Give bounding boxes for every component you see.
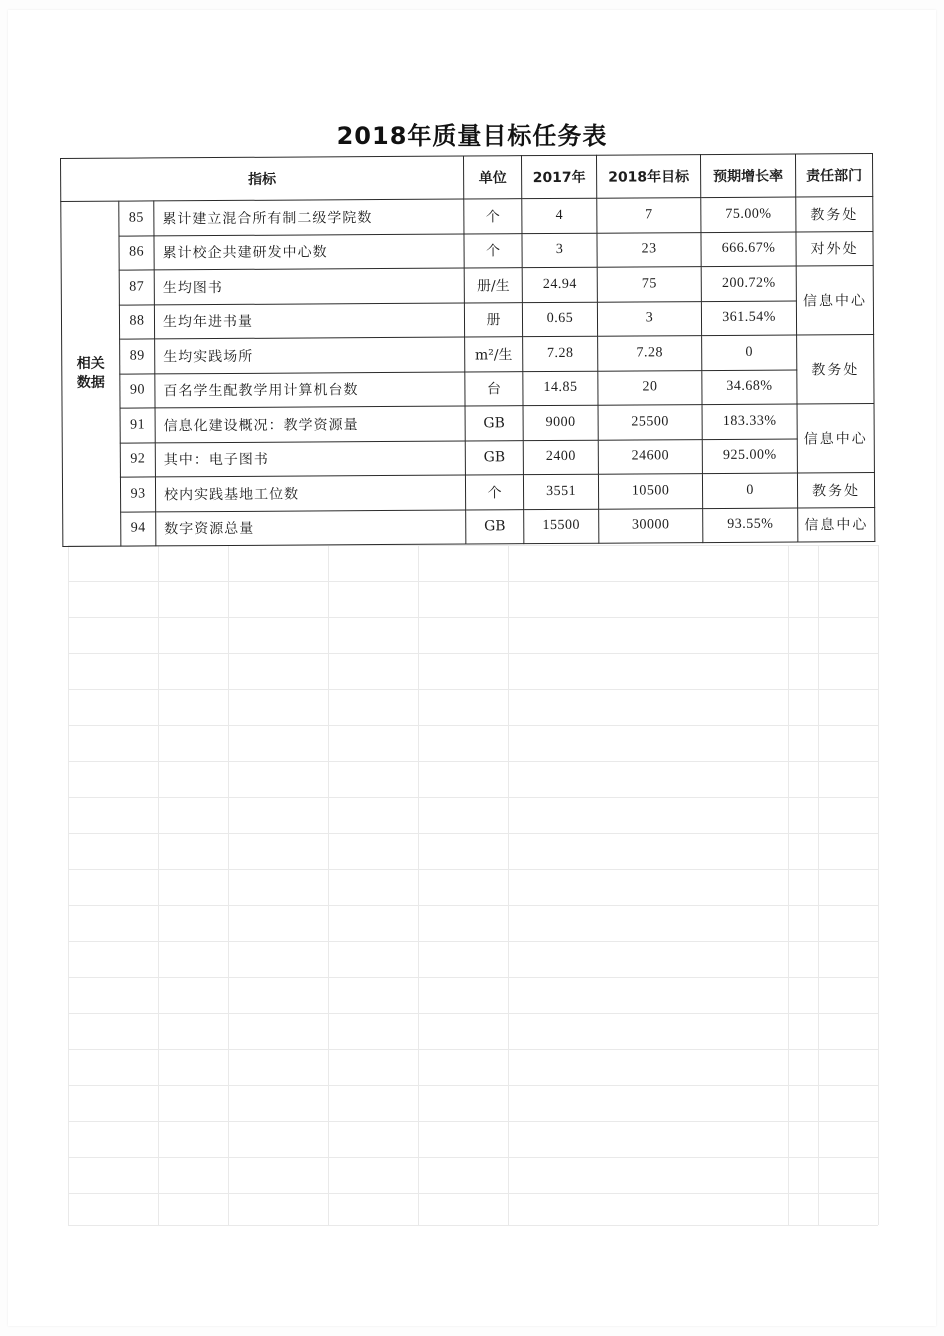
department-cell: 信息中心 bbox=[798, 507, 875, 542]
page-title: 2018年质量目标任务表 bbox=[336, 122, 608, 150]
value-2017-cell: 2400 bbox=[523, 440, 598, 475]
indicator-cell: 百名学生配教学用计算机台数 bbox=[155, 372, 465, 408]
row-number: 91 bbox=[120, 408, 155, 443]
target-2018-cell: 23 bbox=[597, 232, 701, 267]
unit-cell: 个 bbox=[465, 475, 523, 510]
unit-cell: m²/生 bbox=[465, 337, 523, 372]
growth-rate-cell: 666.67% bbox=[701, 232, 796, 267]
indicator-cell: 生均图书 bbox=[154, 268, 464, 304]
table-row bbox=[61, 197, 873, 236]
unit-cell: 台 bbox=[465, 371, 523, 406]
table-row bbox=[62, 438, 874, 477]
growth-rate-cell: 0 bbox=[702, 335, 797, 370]
row-number: 93 bbox=[120, 477, 155, 512]
unit-cell: 个 bbox=[464, 233, 522, 268]
indicator-cell: 校内实践基地工位数 bbox=[155, 475, 465, 511]
header-2018-target: 2018年目标 bbox=[597, 155, 701, 199]
row-number: 90 bbox=[120, 373, 155, 408]
value-2017-cell: 15500 bbox=[524, 509, 599, 544]
table-row bbox=[62, 473, 874, 512]
target-2018-cell: 7.28 bbox=[598, 336, 702, 371]
target-2018-cell: 75 bbox=[597, 267, 701, 302]
target-2018-cell: 30000 bbox=[599, 508, 703, 543]
value-2017-cell: 24.94 bbox=[522, 267, 597, 302]
table-row bbox=[62, 404, 874, 443]
indicator-cell: 生均年进书量 bbox=[154, 303, 464, 339]
row-number: 89 bbox=[120, 339, 155, 374]
value-2017-cell: 4 bbox=[522, 198, 597, 233]
unit-cell: 册 bbox=[464, 302, 522, 337]
growth-rate-cell: 93.55% bbox=[703, 508, 798, 543]
table-row bbox=[62, 335, 874, 374]
unit-cell: 个 bbox=[464, 199, 522, 234]
growth-rate-cell: 34.68% bbox=[702, 370, 797, 405]
row-number: 85 bbox=[119, 201, 154, 236]
target-2018-cell: 7 bbox=[597, 198, 701, 233]
growth-rate-cell: 183.33% bbox=[702, 404, 797, 439]
unit-cell: GB bbox=[465, 440, 523, 475]
header-growth-rate: 预期增长率 bbox=[701, 154, 796, 198]
quality-target-table bbox=[60, 153, 875, 547]
header-unit: 单位 bbox=[464, 156, 522, 199]
row-number: 94 bbox=[121, 511, 156, 546]
row-number: 87 bbox=[119, 270, 154, 305]
target-2018-cell: 24600 bbox=[598, 439, 702, 474]
department-cell: 教务处 bbox=[797, 473, 874, 508]
department-cell: 教务处 bbox=[797, 335, 874, 404]
header-department: 责任部门 bbox=[796, 154, 873, 197]
target-2018-cell: 20 bbox=[598, 370, 702, 405]
value-2017-cell: 14.85 bbox=[523, 371, 598, 406]
indicator-cell: 生均实践场所 bbox=[155, 337, 465, 373]
value-2017-cell: 0.65 bbox=[522, 302, 597, 337]
row-number: 88 bbox=[119, 304, 154, 339]
growth-rate-cell: 0 bbox=[702, 473, 797, 508]
header-2017: 2017年 bbox=[522, 155, 597, 198]
growth-rate-cell: 925.00% bbox=[702, 439, 797, 474]
growth-rate-cell: 75.00% bbox=[701, 197, 796, 232]
value-2017-cell: 3551 bbox=[523, 474, 598, 509]
unit-cell: 册/生 bbox=[464, 268, 522, 303]
indicator-cell: 累计校企共建研发中心数 bbox=[154, 234, 464, 270]
value-2017-cell: 3 bbox=[522, 233, 597, 268]
department-cell: 信息中心 bbox=[796, 266, 873, 335]
department-cell: 信息中心 bbox=[797, 404, 874, 473]
value-2017-cell: 7.28 bbox=[523, 336, 598, 371]
target-2018-cell: 3 bbox=[597, 301, 701, 336]
target-2018-cell: 25500 bbox=[598, 405, 702, 440]
growth-rate-cell: 361.54% bbox=[701, 301, 796, 336]
target-2018-cell: 10500 bbox=[598, 474, 702, 509]
table-row bbox=[62, 369, 874, 408]
table-row bbox=[61, 266, 873, 305]
indicator-cell: 其中：电子图书 bbox=[155, 441, 465, 477]
table-header-row bbox=[61, 154, 873, 202]
indicator-cell: 信息化建设概况：教学资源量 bbox=[155, 406, 465, 442]
department-cell: 教务处 bbox=[796, 197, 873, 232]
row-number: 92 bbox=[120, 442, 155, 477]
growth-rate-cell: 200.72% bbox=[701, 266, 796, 301]
unit-cell: GB bbox=[466, 509, 524, 544]
table-row bbox=[61, 231, 873, 270]
indicator-cell: 累计建立混合所有制二级学院数 bbox=[154, 199, 464, 235]
table-row bbox=[63, 507, 875, 546]
header-indicator: 指标 bbox=[61, 156, 464, 201]
table-row bbox=[61, 300, 873, 339]
group-label: 相关 数据 bbox=[61, 201, 121, 546]
value-2017-cell: 9000 bbox=[523, 405, 598, 440]
indicator-cell: 数字资源总量 bbox=[156, 510, 466, 546]
unit-cell: GB bbox=[465, 406, 523, 441]
department-cell: 对外处 bbox=[796, 231, 873, 266]
row-number: 86 bbox=[119, 235, 154, 270]
